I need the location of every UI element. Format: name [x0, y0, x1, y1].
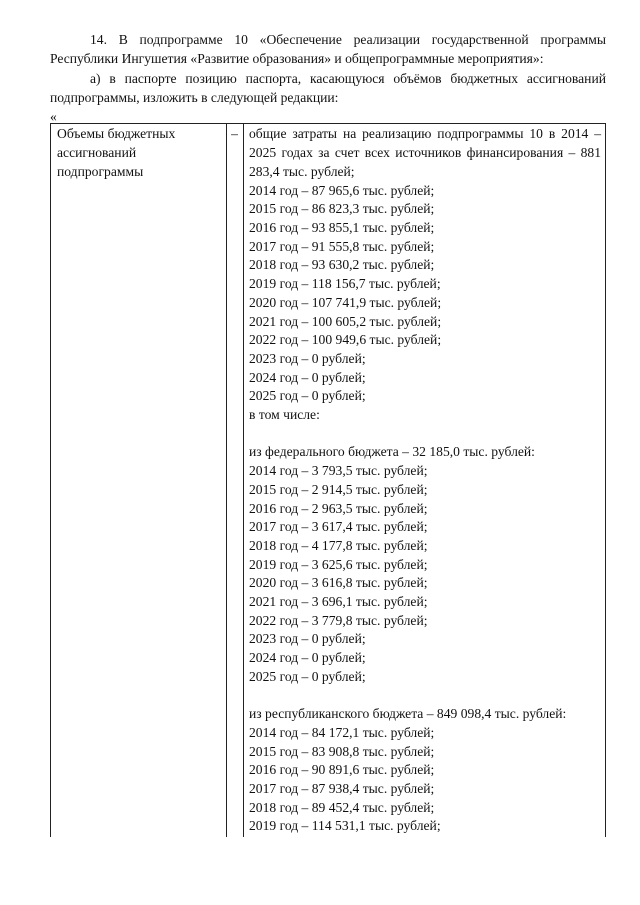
dash-cell	[226, 124, 244, 837]
label-cell	[51, 124, 227, 837]
federal-year-line: 2021 год – 3 696,1 тыс. рублей;	[249, 594, 428, 610]
republic-year-line: 2015 год – 83 908,8 тыс. рублей;	[249, 743, 435, 759]
including-label: в том числе:	[249, 407, 320, 423]
total-year-line: 2024 год – 0 рублей;	[249, 369, 366, 385]
paragraph-14: 14. В подпрограмме 10 «Обеспечение реализации государственной программы Республики Ингушетия «Развитие образования» и общепрограммные мероприятия»:	[50, 32, 606, 66]
label-line: ассигнований	[57, 145, 137, 160]
federal-list	[249, 462, 601, 686]
total-list	[249, 182, 601, 406]
total-year-line: 2023 год – 0 рублей;	[249, 350, 366, 366]
total-year-line: 2022 год – 100 949,6 тыс. рублей;	[249, 332, 442, 348]
republic-list	[249, 724, 601, 836]
federal-year-line: 2015 год – 2 914,5 тыс. рублей;	[249, 481, 428, 497]
federal-year-line: 2022 год – 3 779,8 тыс. рублей;	[249, 612, 428, 628]
spacer	[249, 687, 601, 706]
total-year-line: 2019 год – 118 156,7 тыс. рублей;	[249, 276, 441, 292]
total-year-line: 2018 год – 93 630,2 тыс. рублей;	[249, 257, 435, 273]
republic-year-line: 2018 год – 89 452,4 тыс. рублей;	[249, 799, 435, 815]
total-year-line: 2014 год – 87 965,6 тыс. рублей;	[249, 182, 435, 198]
total-year-line: 2025 год – 0 рублей;	[249, 388, 366, 404]
spacer	[249, 425, 601, 444]
dash-mark: –	[231, 126, 238, 141]
federal-year-line: 2018 год – 4 177,8 тыс. рублей;	[249, 537, 428, 553]
federal-year-line: 2019 год – 3 625,6 тыс. рублей;	[249, 556, 428, 572]
total-year-line: 2016 год – 93 855,1 тыс. рублей;	[249, 220, 435, 236]
republic-year-line: 2016 год – 90 891,6 тыс. рублей;	[249, 762, 435, 778]
total-intro: общие затраты на реализацию подпрограммы 10 в 2014 – 2025 годах за счет всех источников финансирования – 881 283,4 тыс. рублей;	[249, 126, 601, 180]
paragraph-a: а) в паспорте позицию паспорта, касающуюся объёмов бюджетных ассигнований подпрограммы, изложить в следующей редакции:	[50, 71, 606, 105]
republic-year-line: 2019 год – 114 531,1 тыс. рублей;	[249, 818, 441, 834]
federal-year-line: 2025 год – 0 рублей;	[249, 668, 366, 684]
total-year-line: 2021 год – 100 605,2 тыс. рублей;	[249, 313, 442, 329]
republic-year-line: 2014 год – 84 172,1 тыс. рублей;	[249, 724, 435, 740]
total-year-line: 2015 год – 86 823,3 тыс. рублей;	[249, 201, 435, 217]
budget-table	[50, 123, 606, 837]
republic-year-line: 2017 год – 87 938,4 тыс. рублей;	[249, 781, 435, 797]
federal-year-line: 2016 год – 2 963,5 тыс. рублей;	[249, 500, 428, 516]
federal-year-line: 2014 год – 3 793,5 тыс. рублей;	[249, 463, 428, 479]
federal-year-line: 2024 год – 0 рублей;	[249, 650, 366, 666]
federal-year-line: 2017 год – 3 617,4 тыс. рублей;	[249, 519, 428, 535]
federal-year-line: 2023 год – 0 рублей;	[249, 631, 366, 647]
label-line: подпрограммы	[57, 164, 144, 179]
federal-title: из федерального бюджета – 32 185,0 тыс. рублей:	[249, 444, 535, 460]
content-cell	[244, 124, 605, 837]
total-year-line: 2020 год – 107 741,9 тыс. рублей;	[249, 294, 442, 310]
total-year-line: 2017 год – 91 555,8 тыс. рублей;	[249, 238, 435, 254]
republic-title: из республиканского бюджета – 849 098,4 тыс. рублей:	[249, 706, 567, 722]
label-line: Объемы бюджетных	[57, 126, 176, 141]
opening-quote: «	[50, 109, 57, 124]
federal-year-line: 2020 год – 3 616,8 тыс. рублей;	[249, 575, 428, 591]
